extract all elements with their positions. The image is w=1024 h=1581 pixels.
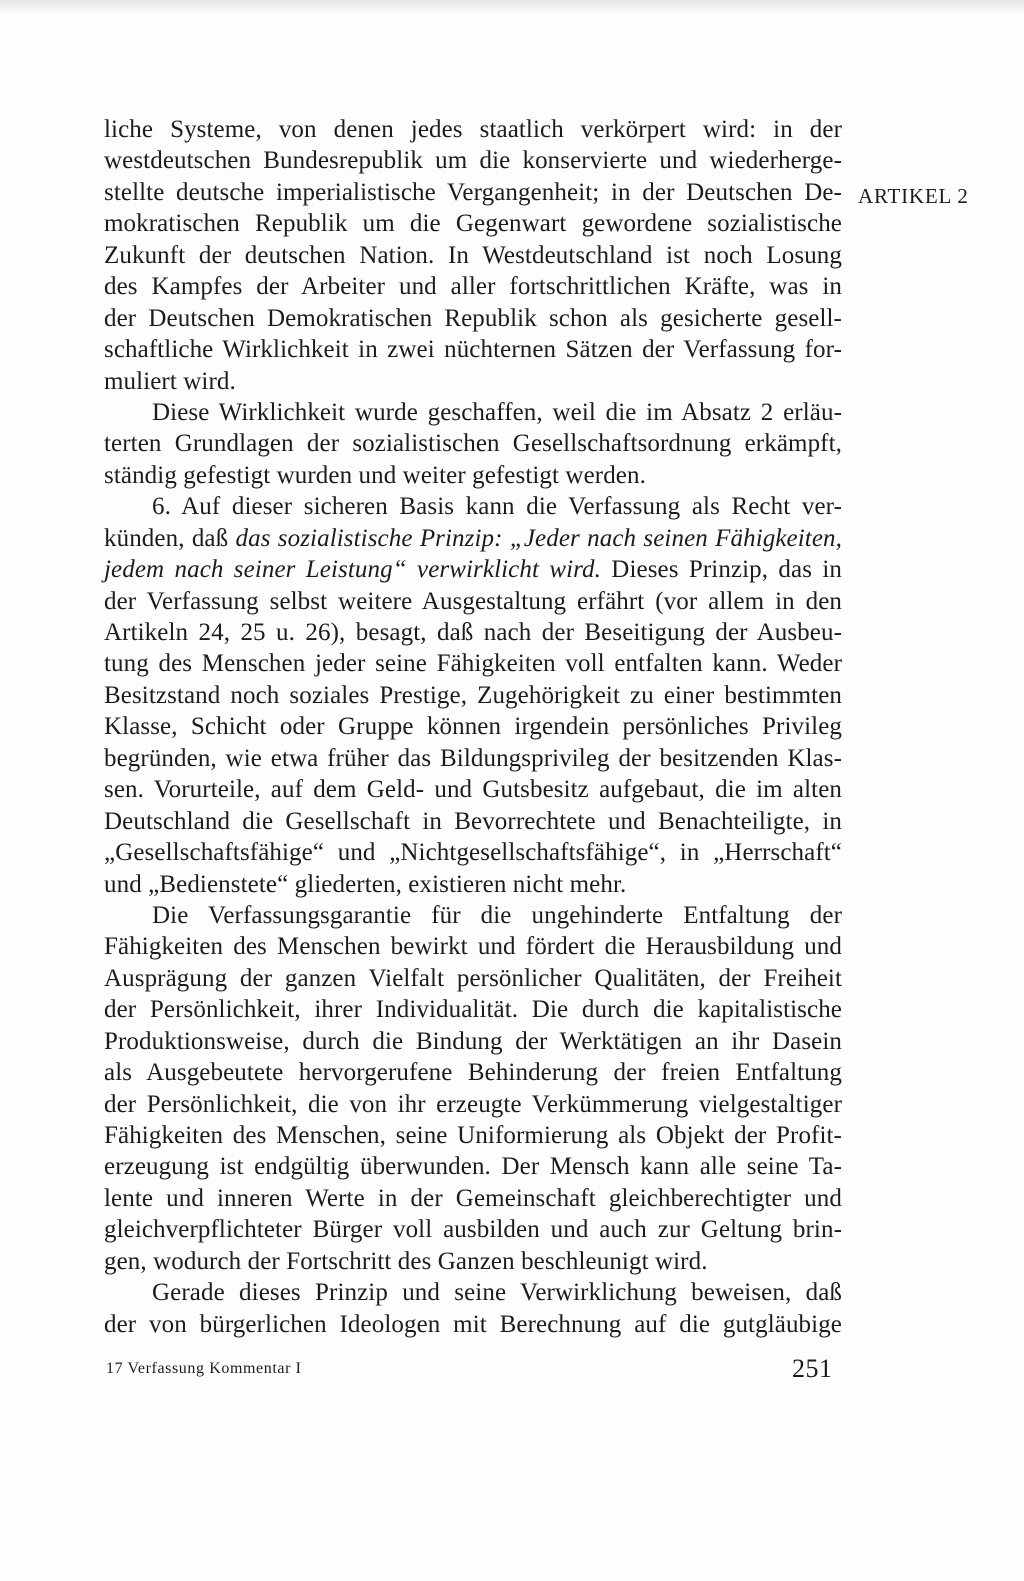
text-segment: mokratischen Republik um die Gegenwart gewordene sozialistische xyxy=(104,210,842,238)
text-line xyxy=(104,1309,842,1340)
text-line xyxy=(104,648,842,679)
text-segment: als Ausgebeutete hervorgerufene Behinderung der freien Entfaltung xyxy=(104,1059,842,1087)
text-segment: des Kampfes der Arbeiter und aller fortschrittlichen Kräfte, was in xyxy=(104,273,842,301)
text-segment: 6. Auf dieser sicheren Basis kann die Verfassung als Recht ver- xyxy=(152,493,842,521)
text-segment: begründen, wie etwa früher das Bildungsprivileg der besitzenden Klas- xyxy=(104,744,842,772)
footer-signature-mark: 17 Verfassung Kommentar I xyxy=(106,1360,302,1377)
text-segment: Deutschland die Gesellschaft in Bevorrechtete und Benachteiligte, in xyxy=(104,807,842,835)
text-segment: der von bürgerlichen Ideologen mit Berechnung auf die gutgläubige xyxy=(104,1310,842,1338)
text-segment: Die Verfassungsgarantie für die ungehinderte Entfaltung der xyxy=(152,901,842,929)
text-segment: künden, daß xyxy=(104,524,236,552)
text-line xyxy=(104,523,842,554)
text-segment: Diese Wirklichkeit wurde geschaffen, weil die im Absatz 2 erläu- xyxy=(152,398,842,426)
text-segment: erzeugung ist endgültig überwunden. Der Mensch kann alle seine Ta- xyxy=(104,1153,842,1181)
text-line xyxy=(104,963,842,994)
text-line xyxy=(104,1057,842,1088)
text-segment: sen. Vorurteile, auf dem Geld- und Gutsbesitz aufgebaut, die im alten xyxy=(104,776,842,804)
text-segment: und „Bedienstete“ gliederten, existieren nicht mehr. xyxy=(104,870,627,898)
text-line xyxy=(104,586,842,617)
text-segment: Zukunft der deutschen Nation. In Westdeutschland ist noch Losung xyxy=(104,241,842,269)
text-segment: liche Systeme, von denen jedes staatlich verkörpert wird: in der xyxy=(104,116,842,143)
scan-edge-shadow xyxy=(0,0,1024,14)
text-line xyxy=(104,460,842,491)
text-segment: ständig gefestigt wurden und weiter gefestigt werden. xyxy=(104,461,646,489)
text-line xyxy=(104,1183,842,1214)
text-line xyxy=(104,1277,842,1308)
text-segment: Fähigkeiten des Menschen, seine Uniformierung als Objekt der Profit- xyxy=(104,1122,842,1149)
text-line xyxy=(104,1214,842,1245)
text-segment: muliert wird. xyxy=(104,367,236,395)
page-number: 251 xyxy=(792,1354,833,1383)
text-segment: Ausprägung der ganzen Vielfalt persönlicher Qualitäten, der Freiheit xyxy=(104,964,842,992)
text-line xyxy=(104,1026,842,1057)
text-line xyxy=(104,711,842,742)
text-line xyxy=(104,366,842,397)
text-line xyxy=(104,617,842,648)
text-line xyxy=(104,208,842,239)
text-line xyxy=(104,806,842,837)
text-line xyxy=(104,271,842,302)
text-segment: Fähigkeiten des Menschen bewirkt und fördert die Herausbildung und xyxy=(104,933,842,961)
text-line xyxy=(104,900,842,931)
text-line xyxy=(104,491,842,522)
text-segment: Artikeln 24, 25 u. 26), besagt, daß nach der Beseitigung der Ausbeu- xyxy=(104,619,842,646)
text-line xyxy=(104,680,842,711)
text-line xyxy=(104,743,842,774)
emphasized-text: jedem nach seiner Leistung“ verwirklicht wird. xyxy=(104,556,601,584)
emphasized-text: das sozialistische Prinzip: „Jeder nach seinen Fähigkeiten, xyxy=(235,524,842,552)
text-segment: der Persönlichkeit, ihrer Individualität. Die durch die kapitalistische xyxy=(104,996,842,1024)
text-line xyxy=(104,554,842,585)
text-segment: Besitzstand noch soziales Prestige, Zugehörigkeit zu einer bestimmten xyxy=(104,681,842,709)
text-segment: stellte deutsche imperialistische Vergangenheit; in der Deutschen De- xyxy=(104,178,842,206)
text-segment: der Persönlichkeit, die von ihr erzeugte Verkümmerung vielgestaltiger xyxy=(104,1090,842,1118)
text-segment: terten Grundlagen der sozialistischen Gesellschaftsordnung erkämpft, xyxy=(104,430,842,458)
text-line xyxy=(104,397,842,428)
text-line xyxy=(104,1151,842,1182)
text-segment: Dieses Prinzip, das in xyxy=(601,556,842,584)
text-segment: gleichverpflichteter Bürger voll ausbilden und auch zur Geltung brin- xyxy=(104,1216,842,1244)
margin-heading-artikel: ARTIKEL 2 xyxy=(858,184,969,208)
text-segment: „Gesellschaftsfähige“ und „Nichtgesellschaftsfähige“, in „Herrschaft“ xyxy=(104,839,842,867)
text-line xyxy=(104,837,842,868)
text-line xyxy=(104,1246,842,1277)
text-segment: der Deutschen Demokratischen Republik schon als gesicherte gesell- xyxy=(104,304,842,332)
text-segment: der Verfassung selbst weitere Ausgestaltung erfährt (vor allem in den xyxy=(104,587,842,615)
text-segment: lente und inneren Werte in der Gemeinschaft gleichberechtigter und xyxy=(104,1184,842,1212)
text-line xyxy=(104,774,842,805)
text-line xyxy=(104,240,842,271)
text-segment: westdeutschen Bundesrepublik um die konservierte und wiederherge- xyxy=(104,147,842,175)
text-segment: Klasse, Schicht oder Gruppe können irgendein persönliches Privileg xyxy=(104,713,842,741)
text-line xyxy=(104,1120,842,1151)
text-segment: schaftliche Wirklichkeit in zwei nüchternen Sätzen der Verfassung for- xyxy=(104,336,842,364)
text-line xyxy=(104,994,842,1025)
text-line xyxy=(104,428,842,459)
text-line xyxy=(104,177,842,208)
body-text xyxy=(104,114,842,1340)
text-segment: gen, wodurch der Fortschritt des Ganzen beschleunigt wird. xyxy=(104,1247,708,1275)
text-line xyxy=(104,145,842,176)
text-line xyxy=(104,1089,842,1120)
text-line xyxy=(104,303,842,334)
text-line xyxy=(104,334,842,365)
text-segment: Gerade dieses Prinzip und seine Verwirklichung beweisen, daß xyxy=(152,1279,842,1307)
text-line xyxy=(104,869,842,900)
text-line xyxy=(104,931,842,962)
text-segment: tung des Menschen jeder seine Fähigkeiten voll entfalten kann. Weder xyxy=(104,650,842,678)
text-line xyxy=(104,114,842,145)
text-segment: Produktionsweise, durch die Bindung der Werktätigen an ihr Dasein xyxy=(104,1027,842,1055)
